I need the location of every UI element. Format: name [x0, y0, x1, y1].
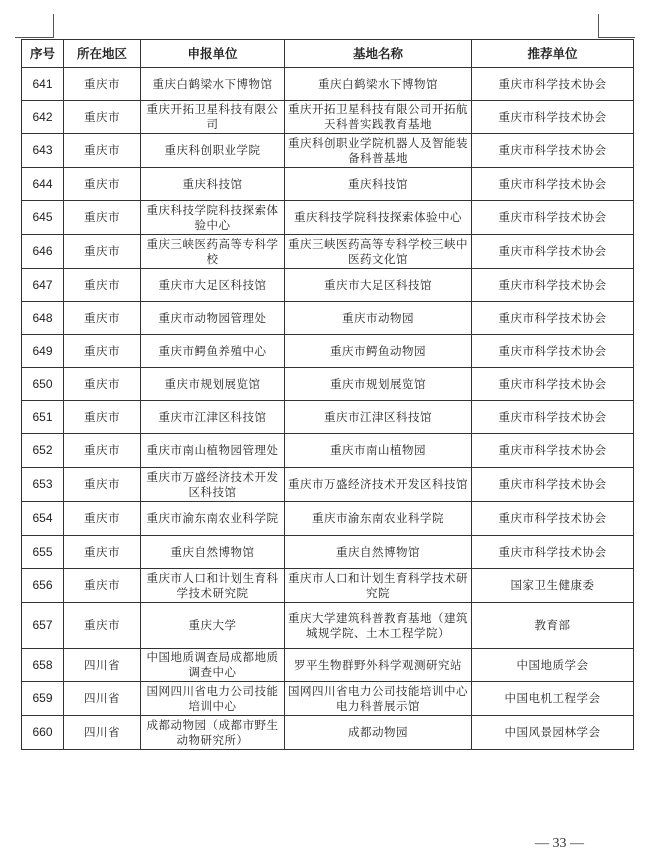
row-base-name: 重庆市鳄鱼动物园: [285, 335, 472, 368]
crop-mark-left-vertical: [53, 14, 54, 38]
row-region: 重庆市: [64, 68, 141, 101]
row-region: 四川省: [64, 716, 141, 750]
row-base-name: 重庆市人口和计划生育科学技术研究院: [285, 569, 472, 603]
row-index: 648: [22, 302, 64, 335]
row-index: 653: [22, 468, 64, 502]
row-index: 650: [22, 368, 64, 401]
row-region: 重庆市: [64, 134, 141, 168]
row-recommender: 中国电机工程学会: [472, 682, 634, 716]
row-index: 642: [22, 101, 64, 134]
table-header-row: [22, 40, 634, 68]
base-list-table: [21, 39, 634, 750]
row-index: 651: [22, 401, 64, 434]
row-base-name: 重庆科创职业学院机器人及智能装备科普基地: [285, 134, 472, 168]
row-applicant: 重庆自然博物馆: [141, 536, 285, 569]
row-recommender: 重庆市科学技术协会: [472, 68, 634, 101]
row-region: 重庆市: [64, 335, 141, 368]
table-row: [22, 536, 634, 569]
row-recommender: 国家卫生健康委: [472, 569, 634, 603]
table-row: [22, 101, 634, 134]
row-recommender: 重庆市科学技术协会: [472, 168, 634, 201]
row-index: 649: [22, 335, 64, 368]
row-region: 四川省: [64, 682, 141, 716]
table-row: [22, 168, 634, 201]
row-base-name: 重庆自然博物馆: [285, 536, 472, 569]
table-row: [22, 682, 634, 716]
row-applicant: 重庆市万盛经济技术开发区科技馆: [141, 468, 285, 502]
row-applicant: 重庆市规划展览馆: [141, 368, 285, 401]
row-region: 重庆市: [64, 269, 141, 302]
row-recommender: 重庆市科学技术协会: [472, 335, 634, 368]
row-applicant: 重庆开拓卫星科技有限公司: [141, 101, 285, 134]
table-row: [22, 68, 634, 101]
row-recommender: 教育部: [472, 603, 634, 649]
row-applicant: 国网四川省电力公司技能培训中心: [141, 682, 285, 716]
row-index: 654: [22, 502, 64, 536]
row-base-name: 重庆市万盛经济技术开发区科技馆: [285, 468, 472, 502]
row-region: 重庆市: [64, 168, 141, 201]
row-region: 重庆市: [64, 235, 141, 269]
row-recommender: 中国风景园林学会: [472, 716, 634, 750]
row-index: 647: [22, 269, 64, 302]
table-row: [22, 649, 634, 682]
row-region: 重庆市: [64, 468, 141, 502]
row-recommender: 重庆市科学技术协会: [472, 134, 634, 168]
header-index: 序号: [22, 40, 64, 68]
header-region: 所在地区: [64, 40, 141, 68]
row-base-name: 重庆白鹤梁水下博物馆: [285, 68, 472, 101]
row-index: 652: [22, 434, 64, 468]
row-base-name: 罗平生物群野外科学观测研究站: [285, 649, 472, 682]
row-applicant: 重庆科创职业学院: [141, 134, 285, 168]
row-applicant: 重庆科技学院科技探索体验中心: [141, 201, 285, 235]
row-applicant: 重庆市江津区科技馆: [141, 401, 285, 434]
row-recommender: 重庆市科学技术协会: [472, 269, 634, 302]
row-base-name: 成都动物园: [285, 716, 472, 750]
table-row: [22, 569, 634, 603]
row-applicant: 中国地质调查局成都地质调查中心: [141, 649, 285, 682]
row-applicant: 重庆白鹤梁水下博物馆: [141, 68, 285, 101]
row-applicant: 重庆科技馆: [141, 168, 285, 201]
row-index: 643: [22, 134, 64, 168]
table-row: [22, 401, 634, 434]
page-number: — 33 —: [535, 836, 584, 851]
row-base-name: 重庆大学建筑科普教育基地（建筑城规学院、土木工程学院）: [285, 603, 472, 649]
row-applicant: 重庆市鳄鱼养殖中心: [141, 335, 285, 368]
row-applicant: 重庆市大足区科技馆: [141, 269, 285, 302]
row-index: 641: [22, 68, 64, 101]
header-base-name: 基地名称: [285, 40, 472, 68]
row-base-name: 重庆科技馆: [285, 168, 472, 201]
table-row: [22, 269, 634, 302]
row-region: 重庆市: [64, 603, 141, 649]
row-base-name: 国网四川省电力公司技能培训中心电力科普展示馆: [285, 682, 472, 716]
row-applicant: 重庆大学: [141, 603, 285, 649]
row-base-name: 重庆三峡医药高等专科学校三峡中医药文化馆: [285, 235, 472, 269]
row-region: 重庆市: [64, 368, 141, 401]
header-recommender: 推荐单位: [472, 40, 634, 68]
table-row: [22, 603, 634, 649]
row-region: 重庆市: [64, 101, 141, 134]
row-applicant: 重庆市人口和计划生育科学技术研究院: [141, 569, 285, 603]
table-row: [22, 368, 634, 401]
row-index: 655: [22, 536, 64, 569]
row-index: 644: [22, 168, 64, 201]
row-applicant: 重庆市渝东南农业科学院: [141, 502, 285, 536]
row-applicant: 重庆三峡医药高等专科学校: [141, 235, 285, 269]
row-applicant: 重庆市动物园管理处: [141, 302, 285, 335]
crop-mark-right-vertical: [598, 14, 599, 38]
row-base-name: 重庆市大足区科技馆: [285, 269, 472, 302]
row-base-name: 重庆开拓卫星科技有限公司开拓航天科普实践教育基地: [285, 101, 472, 134]
row-recommender: 重庆市科学技术协会: [472, 201, 634, 235]
table-row: [22, 201, 634, 235]
header-applicant: 申报单位: [141, 40, 285, 68]
row-base-name: 重庆市规划展览馆: [285, 368, 472, 401]
row-recommender: 重庆市科学技术协会: [472, 536, 634, 569]
table-row: [22, 434, 634, 468]
crop-mark-left-horizontal: [15, 37, 53, 38]
row-index: 645: [22, 201, 64, 235]
row-index: 660: [22, 716, 64, 750]
row-region: 四川省: [64, 649, 141, 682]
row-recommender: 重庆市科学技术协会: [472, 401, 634, 434]
table-row: [22, 335, 634, 368]
row-region: 重庆市: [64, 302, 141, 335]
table-row: [22, 468, 634, 502]
table-row: [22, 235, 634, 269]
row-applicant: 成都动物园（成都市野生动物研究所）: [141, 716, 285, 750]
table-row: [22, 134, 634, 168]
row-region: 重庆市: [64, 401, 141, 434]
row-index: 658: [22, 649, 64, 682]
table-row: [22, 716, 634, 750]
row-recommender: 重庆市科学技术协会: [472, 502, 634, 536]
row-region: 重庆市: [64, 536, 141, 569]
row-recommender: 重庆市科学技术协会: [472, 235, 634, 269]
row-applicant: 重庆市南山植物园管理处: [141, 434, 285, 468]
row-base-name: 重庆市动物园: [285, 302, 472, 335]
row-index: 659: [22, 682, 64, 716]
table-body: [22, 68, 634, 750]
row-base-name: 重庆科技学院科技探索体验中心: [285, 201, 472, 235]
row-recommender: 重庆市科学技术协会: [472, 434, 634, 468]
row-recommender: 中国地质学会: [472, 649, 634, 682]
row-index: 646: [22, 235, 64, 269]
row-recommender: 重庆市科学技术协会: [472, 368, 634, 401]
row-region: 重庆市: [64, 434, 141, 468]
table-row: [22, 302, 634, 335]
row-recommender: 重庆市科学技术协会: [472, 101, 634, 134]
row-recommender: 重庆市科学技术协会: [472, 302, 634, 335]
row-region: 重庆市: [64, 502, 141, 536]
row-base-name: 重庆市江津区科技馆: [285, 401, 472, 434]
row-index: 657: [22, 603, 64, 649]
row-base-name: 重庆市渝东南农业科学院: [285, 502, 472, 536]
row-index: 656: [22, 569, 64, 603]
row-recommender: 重庆市科学技术协会: [472, 468, 634, 502]
row-base-name: 重庆市南山植物园: [285, 434, 472, 468]
row-region: 重庆市: [64, 569, 141, 603]
table-row: [22, 502, 634, 536]
row-region: 重庆市: [64, 201, 141, 235]
crop-mark-right-horizontal: [599, 37, 635, 38]
